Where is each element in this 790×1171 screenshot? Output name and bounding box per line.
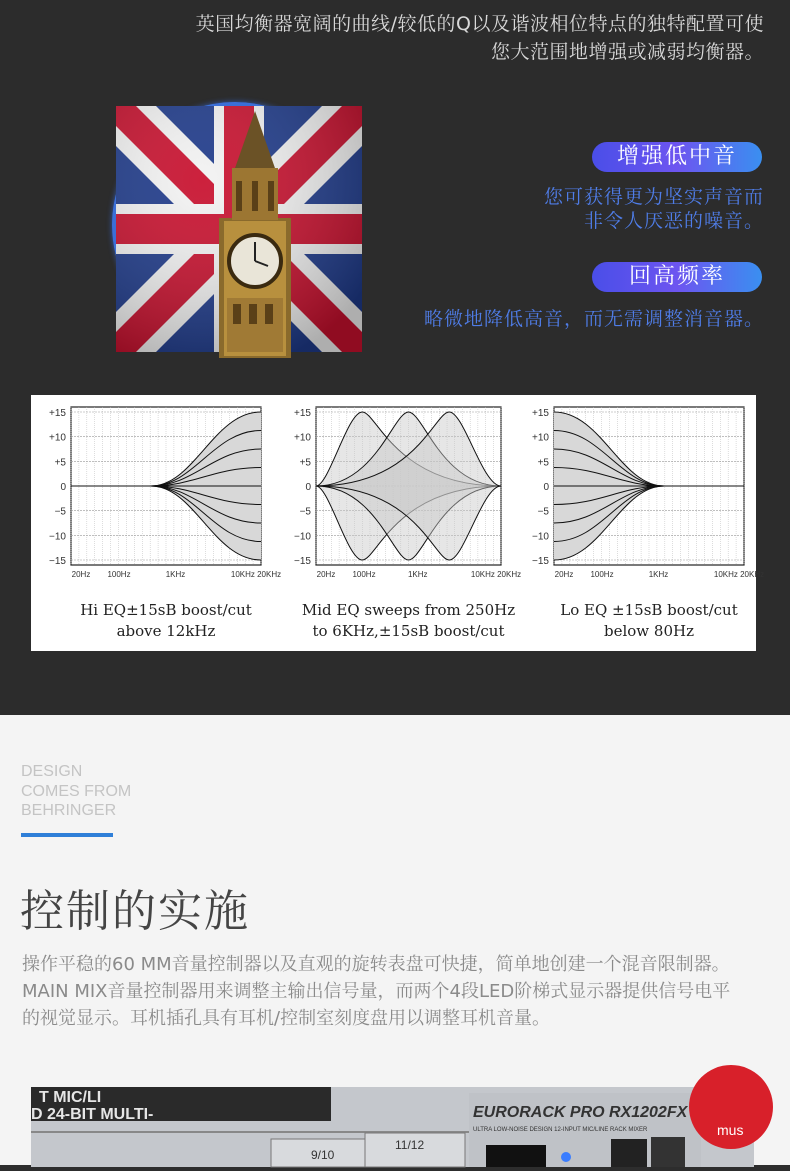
eq-y-tick-label: −10 (294, 531, 311, 543)
eq-x-tick-label: 10KHz 20KHz (713, 570, 765, 579)
eq-y-tick-label: +15 (532, 408, 549, 419)
eq-y-tick-label: −10 (532, 531, 549, 543)
mixer-sub-text: ULTRA LOW-NOISE DESIGN 12-INPUT MIC/LINE RACK MIXER (473, 1127, 648, 1133)
eq-y-tick-label: −15 (49, 556, 66, 567)
eq-x-tick-label: 10KHz 20KHz (470, 570, 522, 579)
section-paragraph: 操作平稳的60 MM音量控制器以及直观的旋转表盘可快捷，简单地创建一个混音限制器。MAIN MIX音量控制器用来调整主输出信号量，而两个4段LED阶梯式显示器提供信号电平的视觉显示。耳机插孔具有耳机/控制室刻度盘用以调整耳机音量。 (22, 954, 731, 1029)
eq-graphs-svg (31, 395, 765, 651)
big-ben-illustration (116, 106, 362, 352)
eq-response-graphs (31, 395, 765, 651)
feature-desc-line: 略微地降低高音，而无需调整消音器。 (423, 308, 764, 330)
badge-boost-low-mid: 增强低中音 (592, 142, 762, 172)
eq-x-tick-label: 20Hz (71, 570, 91, 579)
section-title: 控制的实施 (20, 886, 250, 937)
intro-text (64, 10, 764, 66)
eq-y-tick-label: +10 (49, 432, 66, 444)
eq-y-tick-label: +5 (299, 457, 311, 469)
intro-line-2: 您大范围地增强或减弱均衡器。 (490, 41, 764, 63)
eq-y-tick-label: +10 (532, 432, 549, 444)
eq-caption-line-1: Lo EQ ±15sB boost/cut (560, 601, 738, 619)
design-line: DESIGN (21, 763, 83, 780)
eq-y-tick-label: −10 (49, 531, 66, 543)
eq-y-tick-label: +10 (294, 432, 311, 444)
eq-y-tick-label: −5 (54, 506, 66, 518)
eq-x-tick-label: 20Hz (316, 570, 336, 579)
big-ben-union-jack-image (112, 102, 358, 348)
eq-caption-line-2: to 6KHz,±15sB boost/cut (312, 622, 505, 640)
eq-y-tick-label: +15 (294, 408, 311, 419)
eq-y-tick-label: +5 (54, 457, 66, 469)
design-line: COMES FROM (21, 782, 132, 800)
eq-x-tick-label: 1KHz (165, 570, 186, 579)
eq-x-tick-label: 10KHz 20KHz (230, 570, 282, 579)
eq-caption-line-2: below 80Hz (604, 622, 694, 640)
design-line: BEHRINGER (21, 802, 117, 819)
mixer-left-text-2: D 24-BIT MULTI- (31, 1106, 154, 1123)
eq-y-tick-label: −15 (532, 556, 549, 567)
channel-label: 11/12 (395, 1138, 425, 1152)
eq-x-tick-label: 100Hz (352, 570, 376, 579)
mixer-illustration (31, 1087, 754, 1167)
control-section (0, 715, 790, 1165)
eq-y-tick-label: −15 (294, 556, 311, 567)
eq-caption-line-1: Mid EQ sweeps from 250Hz (301, 601, 516, 619)
mixer-left-text-1: T MIC/LI (39, 1089, 102, 1106)
intro-line-1: 英国均衡器宽阔的曲线/较低的Q以及谐波相位特点的独特配置可使 (195, 13, 764, 35)
design-caption (21, 762, 131, 821)
eq-y-tick-label: +15 (49, 408, 66, 419)
mixer-brand-text: EURORACK PRO RX1202FX (473, 1104, 688, 1121)
eq-x-tick-label: 20Hz (554, 570, 574, 579)
mixer-photo (31, 1087, 754, 1167)
eq-y-tick-label: 0 (305, 482, 311, 493)
mus-logo-text: mus (717, 1122, 744, 1138)
eq-y-tick-label: +5 (537, 457, 549, 469)
eq-caption-line-1: Hi EQ±15sB boost/cut (80, 601, 252, 619)
eq-y-tick-label: 0 (543, 482, 549, 493)
feature-desc-high (424, 307, 764, 331)
eq-x-tick-label: 1KHz (407, 570, 428, 579)
channel-label: 9/10 (311, 1148, 335, 1162)
badge-reduce-high: 回高频率 (592, 262, 762, 292)
eq-y-tick-label: −5 (537, 506, 549, 518)
eq-y-tick-label: 0 (60, 482, 66, 493)
eq-x-tick-label: 1KHz (648, 570, 669, 579)
eq-x-tick-label: 100Hz (107, 570, 131, 579)
feature-desc-line: 非令人厌恶的噪音。 (583, 210, 764, 232)
eq-x-tick-label: 100Hz (590, 570, 614, 579)
feature-desc-low-mid (544, 185, 764, 233)
accent-bar (21, 833, 113, 837)
feature-desc-line: 您可获得更为坚实声音而 (543, 186, 764, 208)
eq-y-tick-label: −5 (299, 506, 311, 518)
eq-caption-line-2: above 12kHz (116, 622, 216, 640)
